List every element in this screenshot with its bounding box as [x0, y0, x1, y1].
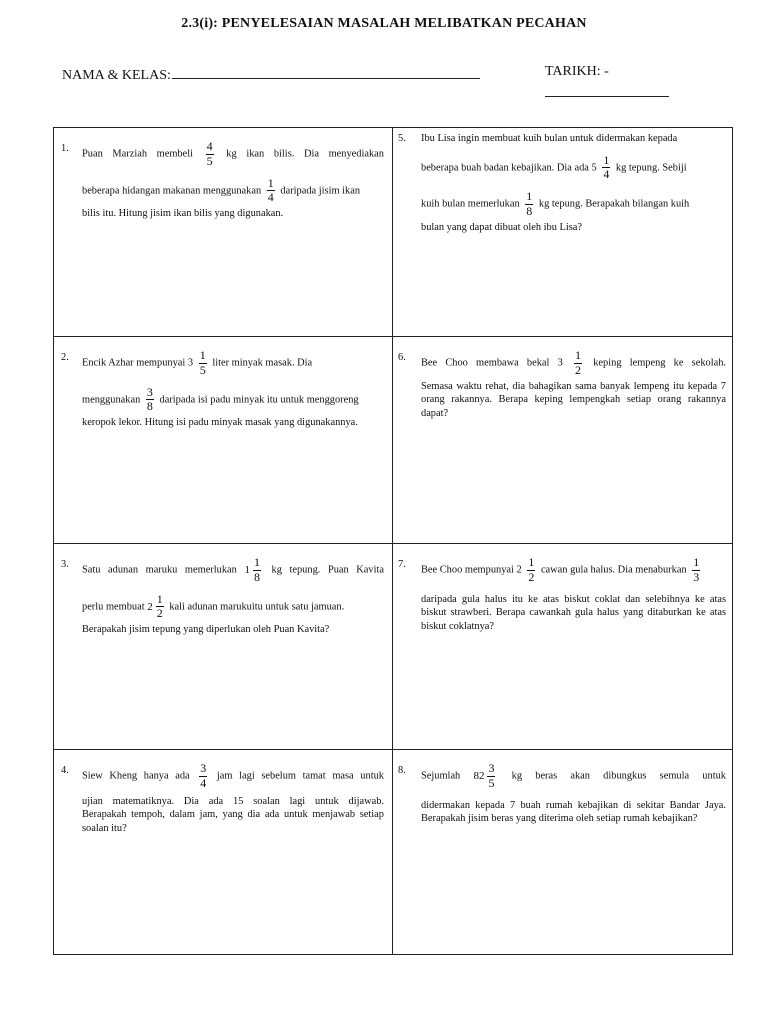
question-6 [393, 337, 732, 544]
fraction [487, 762, 495, 791]
text-part: Siew Kheng hanya ada [82, 770, 190, 782]
text-part: Encik Azhar mempunyai 3 [82, 357, 194, 369]
text-part: menggunakan [82, 394, 141, 406]
question-8 [393, 750, 732, 954]
fraction-numerator: 1 [603, 152, 610, 167]
fraction-denominator: 2 [156, 606, 163, 621]
question-number: 7. [398, 559, 406, 570]
fraction-numerator: 3 [146, 384, 153, 399]
question-text [421, 341, 726, 420]
fraction-numerator: 1 [253, 555, 260, 569]
question-3 [54, 544, 393, 750]
text-part: kg tepung. Sebiji [615, 162, 687, 174]
question-number: 3. [61, 559, 69, 570]
fraction [525, 190, 533, 219]
fraction-denominator: 4 [603, 167, 610, 182]
question-text [82, 548, 384, 637]
text-part: Satu adunan maruku memerlukan [82, 564, 237, 576]
text-part: kg beras akan dibungkus semula untuk [511, 770, 726, 782]
text-part: Ibu Lisa ingin membuat kuih bulan untuk didermakan kepada [421, 133, 678, 144]
question-7 [393, 544, 732, 750]
fraction-denominator: 5 [206, 153, 213, 168]
fraction-numerator: 1 [526, 189, 533, 204]
question-text [421, 754, 726, 826]
fraction-denominator: 5 [488, 775, 495, 790]
text-part: bilis itu. Hitung jisim ikan bilis yang digunakan. [82, 208, 284, 220]
fraction-denominator: 8 [526, 203, 533, 218]
name-class-field [62, 64, 480, 84]
name-class-label: NAMA & KELAS: [62, 68, 171, 83]
question-number: 2. [61, 352, 69, 363]
fraction-numerator: 1 [199, 348, 206, 362]
question-number: 5. [398, 133, 406, 144]
question-4 [54, 750, 393, 954]
text-part: daripada isi padu minyak itu untuk menggoreng [159, 394, 359, 406]
worksheet-title: 2.3(i): PENYELESAIAN MASALAH MELIBATKAN PECAHAN [181, 16, 587, 31]
mixed-whole: 82 [473, 770, 485, 783]
text-part: Bee Choo mempunyai 2 [421, 564, 522, 576]
text-part: kuih bulan memerlukan [421, 198, 520, 210]
question-text [421, 132, 726, 234]
question-1 [54, 128, 393, 337]
question-number: 1. [61, 143, 69, 154]
fraction [527, 556, 535, 585]
question-5 [393, 128, 732, 337]
question-text [421, 548, 726, 633]
fraction-denominator: 5 [199, 362, 206, 377]
fraction-numerator: 3 [488, 761, 495, 775]
fraction-denominator: 8 [253, 569, 260, 584]
fraction-denominator: 2 [575, 362, 582, 377]
fraction-denominator: 4 [200, 775, 207, 790]
fraction [602, 154, 610, 183]
text-part: liter minyak masak. Dia [212, 357, 313, 369]
mixed-whole: 1 [244, 564, 250, 577]
fraction-numerator: 1 [528, 555, 535, 569]
text-part: Sejumlah [421, 770, 461, 782]
text-part: perlu membuat [82, 601, 145, 613]
question-number: 8. [398, 765, 406, 776]
text-part: daripada jisim ikan [280, 185, 361, 197]
text-part: beberapa buah badan kebajikan. Dia ada 5 [421, 162, 597, 174]
text-part: didermakan kepada 7 buah rumah kebajikan di sekitar Bandar Jaya. Berapakah jisim beras yang diterima oleh setiap rumah kebajikan? [421, 799, 726, 825]
text-part: Puan Marziah membeli [82, 148, 194, 160]
text-part: daripada gula halus itu ke atas biskut coklat dan selebihnya ke atas biskut strawberi. Berapa cawankah gula halus yang ditaburkan ke atas biskut coklatnya? [421, 593, 726, 632]
date-blank [545, 96, 669, 97]
fraction-numerator: 4 [206, 139, 213, 153]
fraction [692, 556, 700, 585]
fraction-numerator: 1 [575, 348, 582, 362]
question-grid [53, 127, 733, 955]
text-part: cawan gula halus. Dia menaburkan [540, 564, 687, 576]
mixed-whole: 2 [147, 600, 153, 613]
fraction-denominator: 8 [146, 399, 153, 414]
text-part: beberapa hidangan makanan menggunakan [82, 185, 262, 197]
question-number: 6. [398, 352, 406, 363]
fraction [199, 349, 207, 378]
text-part: kali adunan marukuitu untuk satu jamuan. [169, 601, 345, 613]
fraction-numerator: 1 [156, 591, 163, 606]
fraction-numerator: 1 [267, 175, 274, 190]
text-part: Semasa waktu rehat, dia bahagikan sama banyak lempeng itu kepada 7 orang rakannya. Berapa keping lempengkah setiap orang rakannya dapat? [421, 380, 726, 419]
text-part: kg ikan bilis. Dia menyediakan [226, 148, 384, 160]
fraction-denominator: 3 [693, 569, 700, 584]
text-part: jam lagi sebelum tamat masa untuk [216, 770, 384, 782]
fraction [146, 386, 154, 415]
fraction [156, 593, 164, 622]
text-part: bulan yang dapat dibuat oleh ibu Lisa? [421, 221, 583, 233]
fraction-denominator: 2 [528, 569, 535, 584]
fraction-numerator: 1 [693, 555, 700, 569]
fraction [206, 140, 214, 169]
date-label: TARIKH: - [545, 64, 609, 79]
text-part: Bee Choo membawa bekal 3 [421, 357, 563, 369]
text-part: ujian matematiknya. Dia ada 15 soalan lagi untuk dijawab. [82, 795, 384, 807]
question-number: 4. [61, 765, 69, 776]
fraction [199, 762, 207, 791]
text-part: kg tepung. Puan Kavita [271, 564, 384, 576]
fraction-numerator: 3 [200, 761, 207, 775]
fraction [574, 349, 582, 378]
question-2 [54, 337, 393, 544]
fraction-denominator: 4 [267, 190, 274, 205]
question-text [82, 754, 384, 835]
text-part: Berapakah tempoh, dalam jam, yang dia ada untuk menjawab setiap soalan itu? [82, 809, 384, 834]
text-part: Berapakah jisim tepung yang diperlukan oleh Puan Kavita? [82, 624, 330, 636]
fraction [267, 177, 275, 206]
text-part: keropok lekor. Hitung isi padu minyak masak yang digunakannya. [82, 417, 358, 429]
question-text [82, 132, 384, 221]
fraction [253, 556, 261, 585]
name-class-blank [172, 64, 480, 79]
text-part: kg tepung. Berapakah bilangan kuih [538, 198, 690, 210]
text-part: keping lempeng ke sekolah. [593, 357, 727, 369]
question-text [82, 341, 384, 430]
